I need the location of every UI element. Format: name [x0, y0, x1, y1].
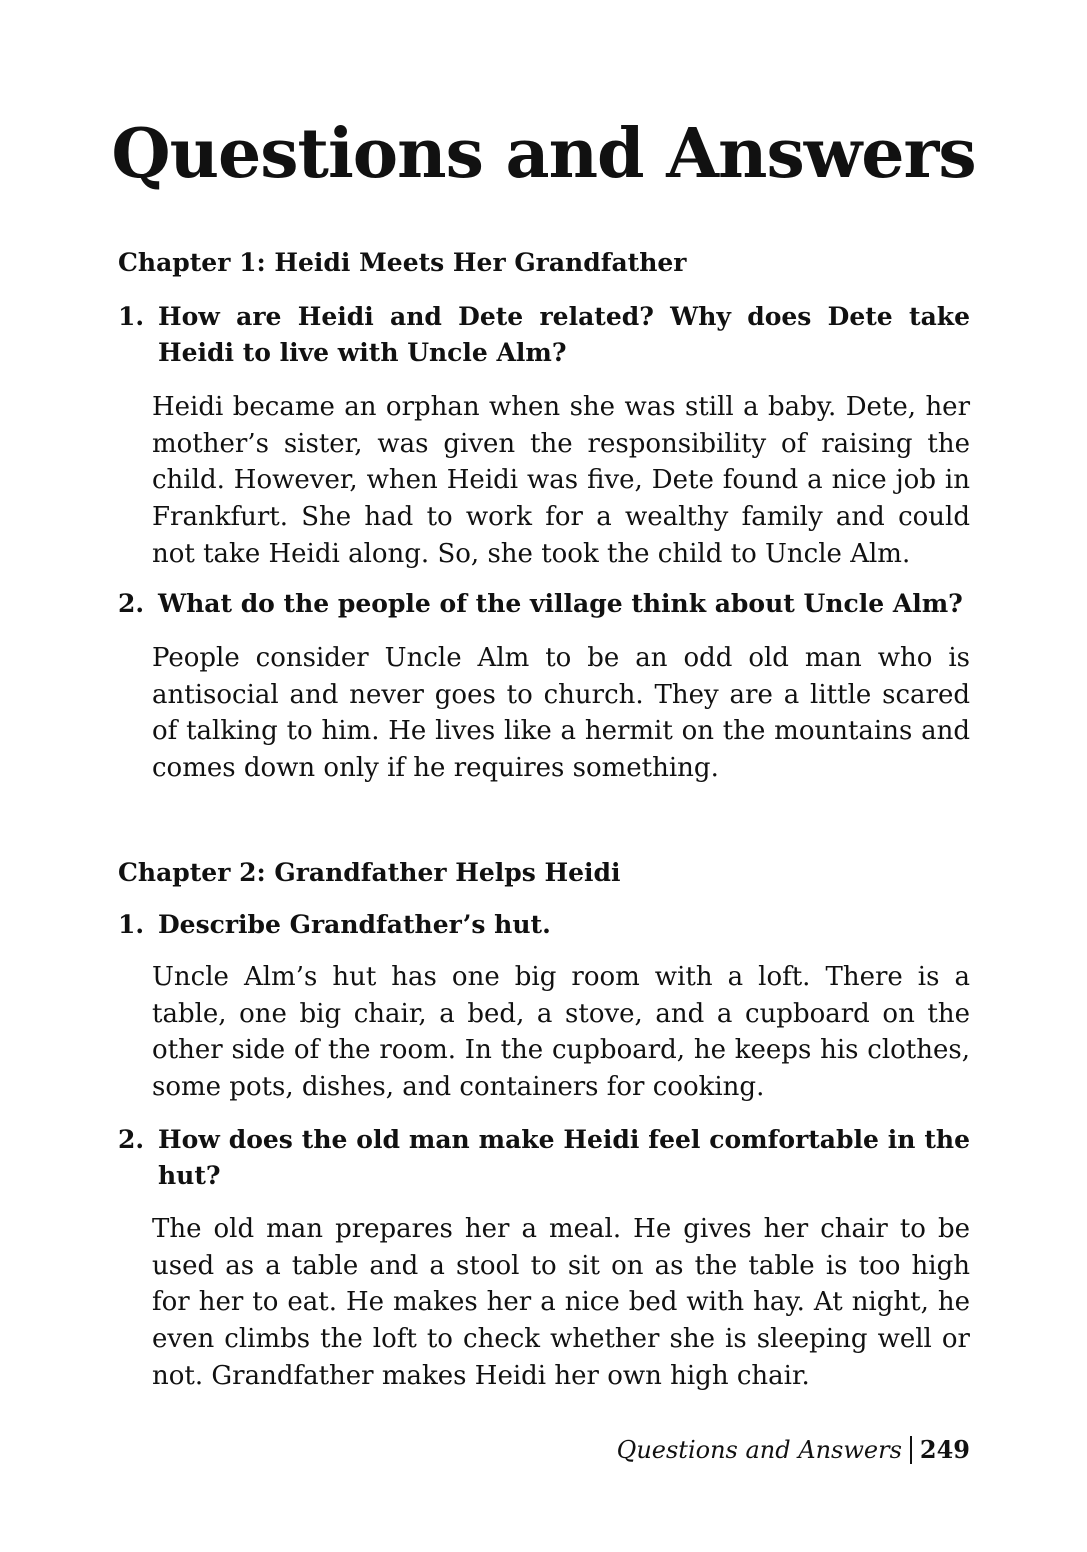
question-number: 2.	[118, 1125, 145, 1154]
question-number: 1.	[118, 302, 145, 331]
answer-text: The old man prepares her a meal. He gives her chair to be used as a table and a stool to sit on as the table is too high for her to eat. He makes her a nice bed with hay. At night, he even climbs the loft to check whether she is sleeping well or not. Grandfather makes Heidi her own high chair.	[152, 1214, 970, 1391]
question-text: Describe Grandfather’s hut.	[158, 910, 551, 939]
running-title: Questions and Answers	[616, 1436, 902, 1464]
question-number: 1.	[118, 910, 145, 939]
question	[118, 1122, 970, 1194]
question-text: How are Heidi and Dete related? Why does Dete take Heidi to live with Uncle Alm?	[158, 302, 970, 367]
question	[118, 586, 970, 622]
question-number: 2.	[118, 589, 145, 618]
answer-text: Uncle Alm’s hut has one big room with a loft. There is a table, one big chair, a bed, a stove, and a cupboard on the other side of the room. In the cupboard, he keeps his clothes, some pots, dishes, and containers for cooking.	[152, 962, 970, 1103]
answer-text: People consider Uncle Alm to be an odd old man who is antisocial and never goes to church. They are a little scared of talking to him. He lives like a hermit on the mountains and comes down only if he requires something.	[152, 643, 970, 784]
footer-divider	[910, 1436, 912, 1464]
chapter-heading: Chapter 2: Grandfather Helps Heidi	[118, 858, 621, 887]
chapter-heading: Chapter 1: Heidi Meets Her Grandfather	[118, 248, 687, 277]
question	[118, 299, 970, 371]
page-title: Questions and Answers	[111, 114, 976, 194]
answer-text: Heidi became an orphan when she was still a baby. Dete, her mother’s sister, was given the responsibility of raising the child. However, when Heidi was five, Dete found a nice job in Frankfurt. She had to work for a wealthy family and could not take Heidi along. So, she took the child to Uncle Alm.	[152, 392, 970, 569]
question	[118, 907, 970, 943]
question-text: How does the old man make Heidi feel comfortable in the hut?	[158, 1125, 970, 1190]
page-footer	[617, 1432, 970, 1468]
question-text: What do the people of the village think about Uncle Alm?	[158, 589, 963, 618]
page-number: 249	[919, 1435, 970, 1464]
